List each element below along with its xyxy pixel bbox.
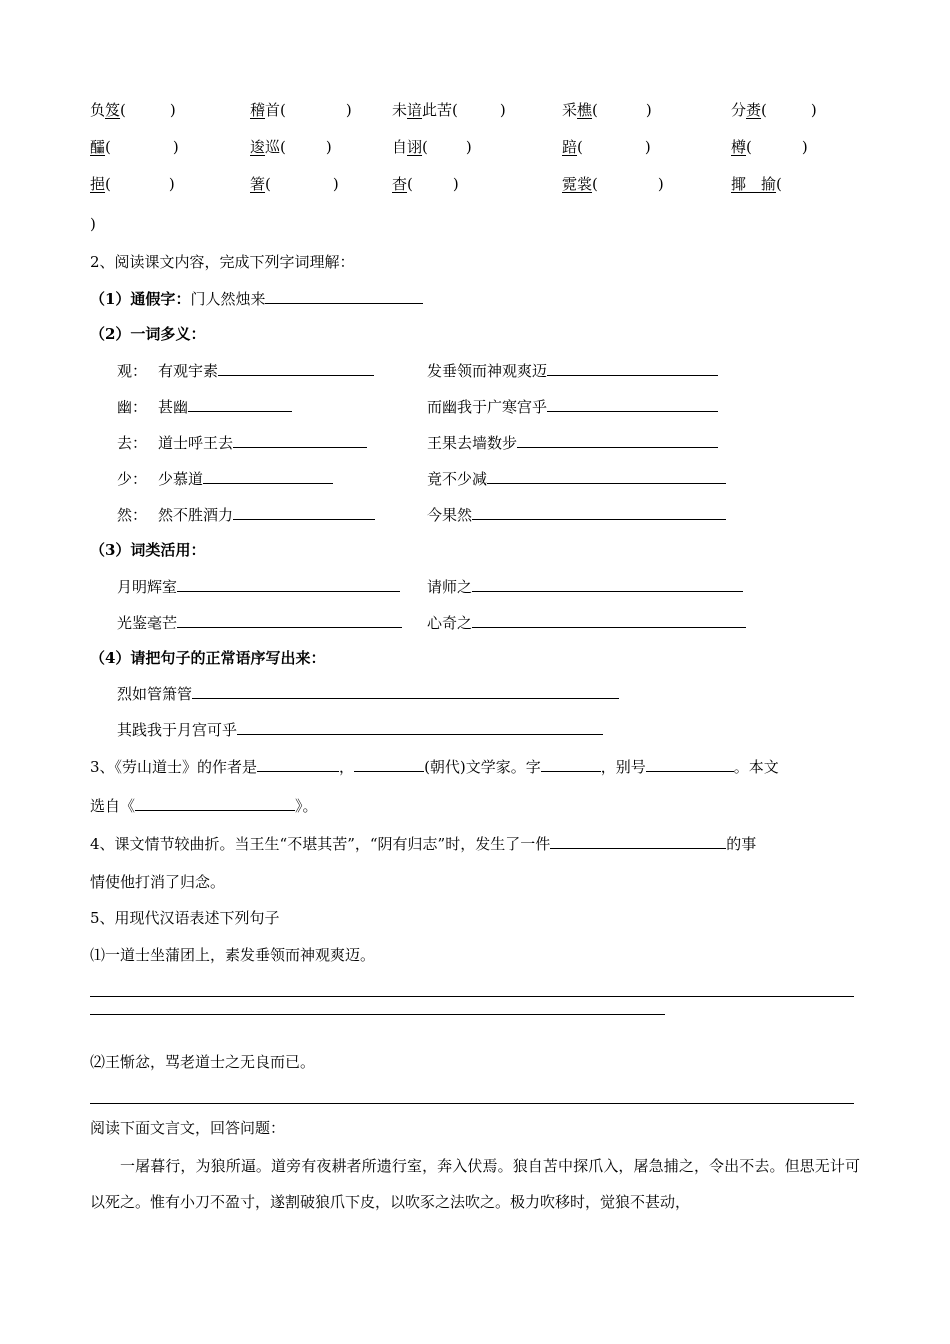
reading-passage: 一屠暮行，为狼所逼。道旁有夜耕者所遗行室，奔入伏焉。狼自苫中探爪入，屠急捕之，令出不去。但思无计可以死之。惟有小刀不盈寸，遂割破狼爪下皮，以吹豕之法吹之。极力吹移时，觉狼不甚动， bbox=[90, 1157, 860, 1211]
vocab-target-char: 逡 bbox=[250, 138, 266, 156]
answer-blank[interactable] bbox=[354, 756, 424, 772]
vocab-suffix: ( bbox=[422, 138, 428, 156]
q4-line2: 情使他打消了归念。 bbox=[90, 873, 226, 891]
q5-sentence-2: ⑵王惭忿，骂老道士之无良而已。 bbox=[90, 1053, 316, 1071]
vocab-prefix: 采 bbox=[562, 101, 578, 119]
answer-blank[interactable] bbox=[265, 288, 423, 304]
vocab-suffix: 首( bbox=[265, 101, 286, 119]
vocab-target-char: 醽 bbox=[90, 138, 106, 156]
q3-text: 选自《 bbox=[90, 797, 136, 815]
q3-text: ，别号 bbox=[600, 758, 646, 776]
vocab-suffix: ( bbox=[120, 101, 126, 119]
answer-blank[interactable] bbox=[192, 683, 619, 699]
vocab-close-paren: ) bbox=[169, 101, 176, 119]
vocab-item bbox=[90, 137, 179, 157]
vocab-item bbox=[731, 137, 808, 157]
vocab-target-char: 谙 bbox=[407, 101, 423, 119]
vocab-prefix: 自 bbox=[392, 138, 408, 156]
answer-blank[interactable] bbox=[517, 432, 718, 448]
polysemy-example-a: 然不胜酒力 bbox=[158, 506, 234, 524]
polysemy-example-b: 竟不少减 bbox=[427, 470, 488, 488]
vocab-suffix: ( bbox=[265, 175, 271, 193]
polysemy-row bbox=[117, 432, 367, 453]
polysemy-example-a: 有观宇素 bbox=[158, 362, 219, 380]
vocab-item bbox=[250, 137, 332, 157]
answer-line[interactable] bbox=[90, 996, 854, 997]
q3-line2 bbox=[90, 795, 318, 816]
vocab-target-char: 赉 bbox=[746, 101, 762, 119]
polysemy-row-b bbox=[427, 396, 718, 417]
vocab-suffix: 巡( bbox=[265, 138, 286, 156]
answer-blank[interactable] bbox=[218, 360, 374, 376]
q2-s3-label: （3）词类活用： bbox=[90, 541, 206, 559]
vocab-target-char: 挹 bbox=[90, 175, 106, 193]
polysemy-example-a: 道士呼王去 bbox=[158, 434, 234, 452]
vocab-close-paren: ) bbox=[168, 175, 175, 193]
polysemy-row-b bbox=[427, 360, 718, 381]
wordclass-item bbox=[117, 576, 400, 597]
polysemy-row-b bbox=[427, 504, 726, 525]
answer-blank[interactable] bbox=[646, 756, 734, 772]
vocab-close-paren: ) bbox=[172, 138, 179, 156]
q3-text: (朝代)文学家。字 bbox=[424, 758, 541, 776]
vocab-suffix: ( bbox=[577, 138, 583, 156]
q3-text: 》。 bbox=[295, 797, 318, 815]
vocab-suffix: ( bbox=[105, 175, 111, 193]
answer-blank[interactable] bbox=[203, 468, 333, 484]
vocab-close-paren: ) bbox=[332, 175, 339, 193]
answer-blank[interactable] bbox=[547, 360, 718, 376]
q2-s1-label: （1）通假字： bbox=[90, 290, 191, 308]
polysemy-example-b: 今果然 bbox=[427, 506, 473, 524]
answer-blank[interactable] bbox=[472, 612, 746, 628]
vocab-close-paren: ) bbox=[345, 101, 352, 119]
answer-blank[interactable] bbox=[257, 756, 339, 772]
order-text: 其践我于月宫可乎 bbox=[117, 721, 238, 739]
answer-line[interactable] bbox=[90, 1014, 665, 1015]
vocab-item bbox=[562, 100, 652, 120]
vocab-close-paren: ) bbox=[499, 101, 506, 119]
wordclass-item bbox=[427, 576, 743, 597]
q3-line1 bbox=[90, 756, 779, 777]
polysemy-row bbox=[117, 360, 374, 381]
vocab-target-char: 杳 bbox=[392, 175, 408, 193]
vocab-target-char: 稽 bbox=[250, 101, 266, 119]
polysemy-example-b: 发垂领而神观爽迈 bbox=[427, 362, 548, 380]
vocab-target-char: 笈 bbox=[105, 101, 121, 119]
vocab-prefix: 未 bbox=[392, 101, 408, 119]
polysemy-char: 幽： bbox=[117, 398, 148, 416]
vocab-suffix: ( bbox=[407, 175, 413, 193]
vocab-close-paren: ) bbox=[810, 101, 817, 119]
q3-text: 3、《劳山道士》的作者是 bbox=[90, 758, 258, 776]
answer-blank[interactable] bbox=[188, 396, 292, 412]
vocab-close-paren: ) bbox=[645, 101, 652, 119]
vocab-suffix: ( bbox=[105, 138, 111, 156]
answer-blank[interactable] bbox=[547, 396, 718, 412]
vocab-target-char: 樵 bbox=[577, 101, 593, 119]
vocab-suffix: ( bbox=[592, 101, 598, 119]
polysemy-row-b bbox=[427, 432, 718, 453]
vocab-tail: ) bbox=[90, 215, 96, 233]
vocab-item bbox=[392, 174, 459, 194]
q2-title: 2、阅读课文内容，完成下列字词理解： bbox=[90, 253, 355, 271]
q2-s2-label: （2）一词多义： bbox=[90, 325, 206, 343]
q5-sentence-1: ⑴一道士坐蒲团上，素发垂领而神观爽迈。 bbox=[90, 946, 376, 964]
wordclass-text: 月明辉室 bbox=[117, 578, 178, 596]
answer-blank[interactable] bbox=[472, 504, 726, 520]
vocab-item bbox=[90, 174, 175, 194]
vocab-close-paren: ) bbox=[644, 138, 651, 156]
q3-text: ， bbox=[339, 758, 355, 776]
polysemy-example-b: 而幽我于广寒宫乎 bbox=[427, 398, 548, 416]
wordclass-item bbox=[427, 612, 746, 633]
q3-text: 。本文 bbox=[733, 758, 779, 776]
vocab-suffix: 此苦( bbox=[422, 101, 458, 119]
vocab-item bbox=[90, 100, 176, 120]
vocab-target-char: 揶 揄 bbox=[731, 175, 777, 193]
polysemy-example-a: 少慕道 bbox=[158, 470, 204, 488]
vocab-close-paren: ) bbox=[465, 138, 472, 156]
wordclass-text: 光鉴毫芒 bbox=[117, 614, 178, 632]
q2-tongjiazi bbox=[90, 288, 423, 309]
polysemy-example-b: 王果去墙数步 bbox=[427, 434, 518, 452]
polysemy-row-b bbox=[427, 468, 726, 489]
vocab-item bbox=[250, 100, 352, 120]
wordclass-item bbox=[117, 612, 402, 633]
polysemy-row bbox=[117, 396, 292, 417]
polysemy-row bbox=[117, 468, 333, 489]
vocab-suffix: ( bbox=[776, 175, 782, 193]
vocab-item bbox=[731, 100, 817, 120]
vocab-close-paren: ) bbox=[452, 175, 459, 193]
q2-s1-text: 门人然烛来 bbox=[190, 290, 266, 308]
answer-blank[interactable] bbox=[135, 795, 295, 811]
answer-line[interactable] bbox=[90, 1103, 854, 1104]
answer-blank[interactable] bbox=[177, 612, 402, 628]
answer-blank[interactable] bbox=[237, 719, 603, 735]
answer-blank[interactable] bbox=[233, 432, 367, 448]
vocab-close-paren: ) bbox=[325, 138, 332, 156]
vocab-suffix: ( bbox=[746, 138, 752, 156]
vocab-target-char: 箸 bbox=[250, 175, 266, 193]
q4-line1 bbox=[90, 833, 756, 854]
vocab-item bbox=[250, 174, 339, 194]
q5-title: 5、用现代汉语表述下列句子 bbox=[90, 909, 280, 927]
vocab-item bbox=[562, 174, 664, 194]
vocab-prefix: 分 bbox=[731, 101, 747, 119]
vocab-target-char: 踣 bbox=[562, 138, 578, 156]
vocab-item bbox=[392, 137, 472, 157]
q4-text: 4、课文情节较曲折。当王生“不堪其苦”，“阴有归志”时，发生了一件 bbox=[90, 835, 551, 853]
answer-blank[interactable] bbox=[541, 756, 601, 772]
vocab-close-paren: ) bbox=[657, 175, 664, 193]
answer-blank[interactable] bbox=[233, 504, 375, 520]
vocab-prefix: 负 bbox=[90, 101, 106, 119]
q4-text: 的事 bbox=[726, 835, 757, 853]
wordclass-text: 心奇之 bbox=[427, 614, 473, 632]
reading-title: 阅读下面文言文，回答问题： bbox=[90, 1119, 286, 1137]
answer-blank[interactable] bbox=[472, 576, 743, 592]
vocab-item bbox=[562, 137, 651, 157]
polysemy-char: 少： bbox=[117, 470, 148, 488]
polysemy-example-a: 甚幽 bbox=[158, 398, 189, 416]
polysemy-char: 然： bbox=[117, 506, 148, 524]
answer-blank[interactable] bbox=[177, 576, 400, 592]
vocab-close-paren: ) bbox=[801, 138, 808, 156]
answer-blank[interactable] bbox=[550, 833, 726, 849]
polysemy-char: 观： bbox=[117, 362, 148, 380]
order-item-1 bbox=[117, 683, 619, 704]
wordclass-text: 请师之 bbox=[427, 578, 473, 596]
polysemy-row bbox=[117, 504, 375, 525]
q2-s4-label: （4）请把句子的正常语序写出来： bbox=[90, 649, 326, 667]
vocab-item bbox=[731, 174, 782, 194]
answer-blank[interactable] bbox=[487, 468, 726, 484]
vocab-suffix: ( bbox=[761, 101, 767, 119]
vocab-suffix: ( bbox=[592, 175, 598, 193]
vocab-target-char: 诩 bbox=[407, 138, 423, 156]
order-item-2 bbox=[117, 719, 603, 740]
order-text: 烈如管箫管 bbox=[117, 685, 193, 703]
vocab-item bbox=[392, 100, 506, 120]
polysemy-char: 去： bbox=[117, 434, 148, 452]
vocab-target-char: 霓裳 bbox=[562, 175, 593, 193]
vocab-target-char: 樽 bbox=[731, 138, 747, 156]
